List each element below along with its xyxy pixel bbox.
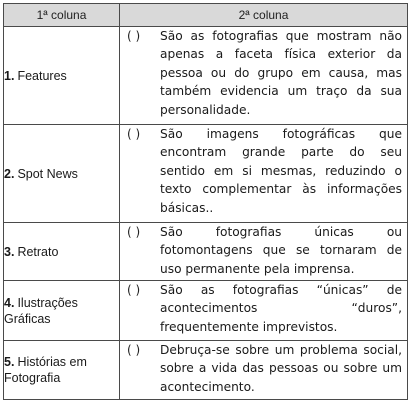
table-row: [4, 341, 408, 400]
right-item: [120, 125, 408, 223]
description: São imagens fotográficas que encontram grande parte do seu sentido em si mesmas, reduzindo o texto complementar às informações básicas..: [160, 127, 402, 215]
header-column-2: 2ª coluna: [120, 4, 408, 27]
table-row: [4, 223, 408, 281]
description: São fotografias únicas ou fotomontagens que se tornaram de uso permanente pela imprensa.: [160, 225, 402, 276]
item-number: 4.: [4, 295, 15, 310]
item-number: 1.: [4, 68, 15, 83]
left-item: [4, 281, 120, 341]
answer-blank[interactable]: ( ): [127, 29, 141, 43]
matching-table: [3, 3, 408, 400]
table-row: [4, 125, 408, 223]
item-label: Histórias em Fotografia: [4, 355, 87, 385]
answer-blank[interactable]: ( ): [127, 343, 141, 357]
description: São as fotografias “únicas” de acontecimentos “duros”, frequentemente imprevistos.: [160, 283, 402, 334]
table-row: [4, 281, 408, 341]
left-item: [4, 27, 120, 125]
header-column-1: 1ª coluna: [4, 4, 120, 27]
left-item: [4, 223, 120, 281]
description: Debruça-se sobre um problema social, sobre a vida das pessoas ou sobre um acontecimento.: [160, 343, 402, 394]
answer-blank[interactable]: ( ): [127, 225, 141, 239]
answer-blank[interactable]: ( ): [127, 283, 141, 297]
right-item: [120, 223, 408, 281]
right-item: [120, 281, 408, 341]
right-item: [120, 27, 408, 125]
table-row: [4, 27, 408, 125]
answer-blank[interactable]: ( ): [127, 127, 141, 141]
item-number: 2.: [4, 166, 15, 181]
left-item: [4, 125, 120, 223]
item-label: Ilustrações Gráficas: [4, 295, 78, 326]
item-number: 5.: [4, 355, 15, 369]
item-label: Spot News: [17, 166, 78, 181]
item-label: Features: [17, 68, 67, 83]
right-item: [120, 341, 408, 400]
item-number: 3.: [4, 244, 15, 259]
item-label: Retrato: [17, 244, 59, 259]
left-item: [4, 341, 120, 400]
description: São as fotografias que mostram não apenas a faceta física exterior da pessoa ou do grupo em causa, mas também evidencia um traço da sua personalidade.: [160, 29, 402, 117]
